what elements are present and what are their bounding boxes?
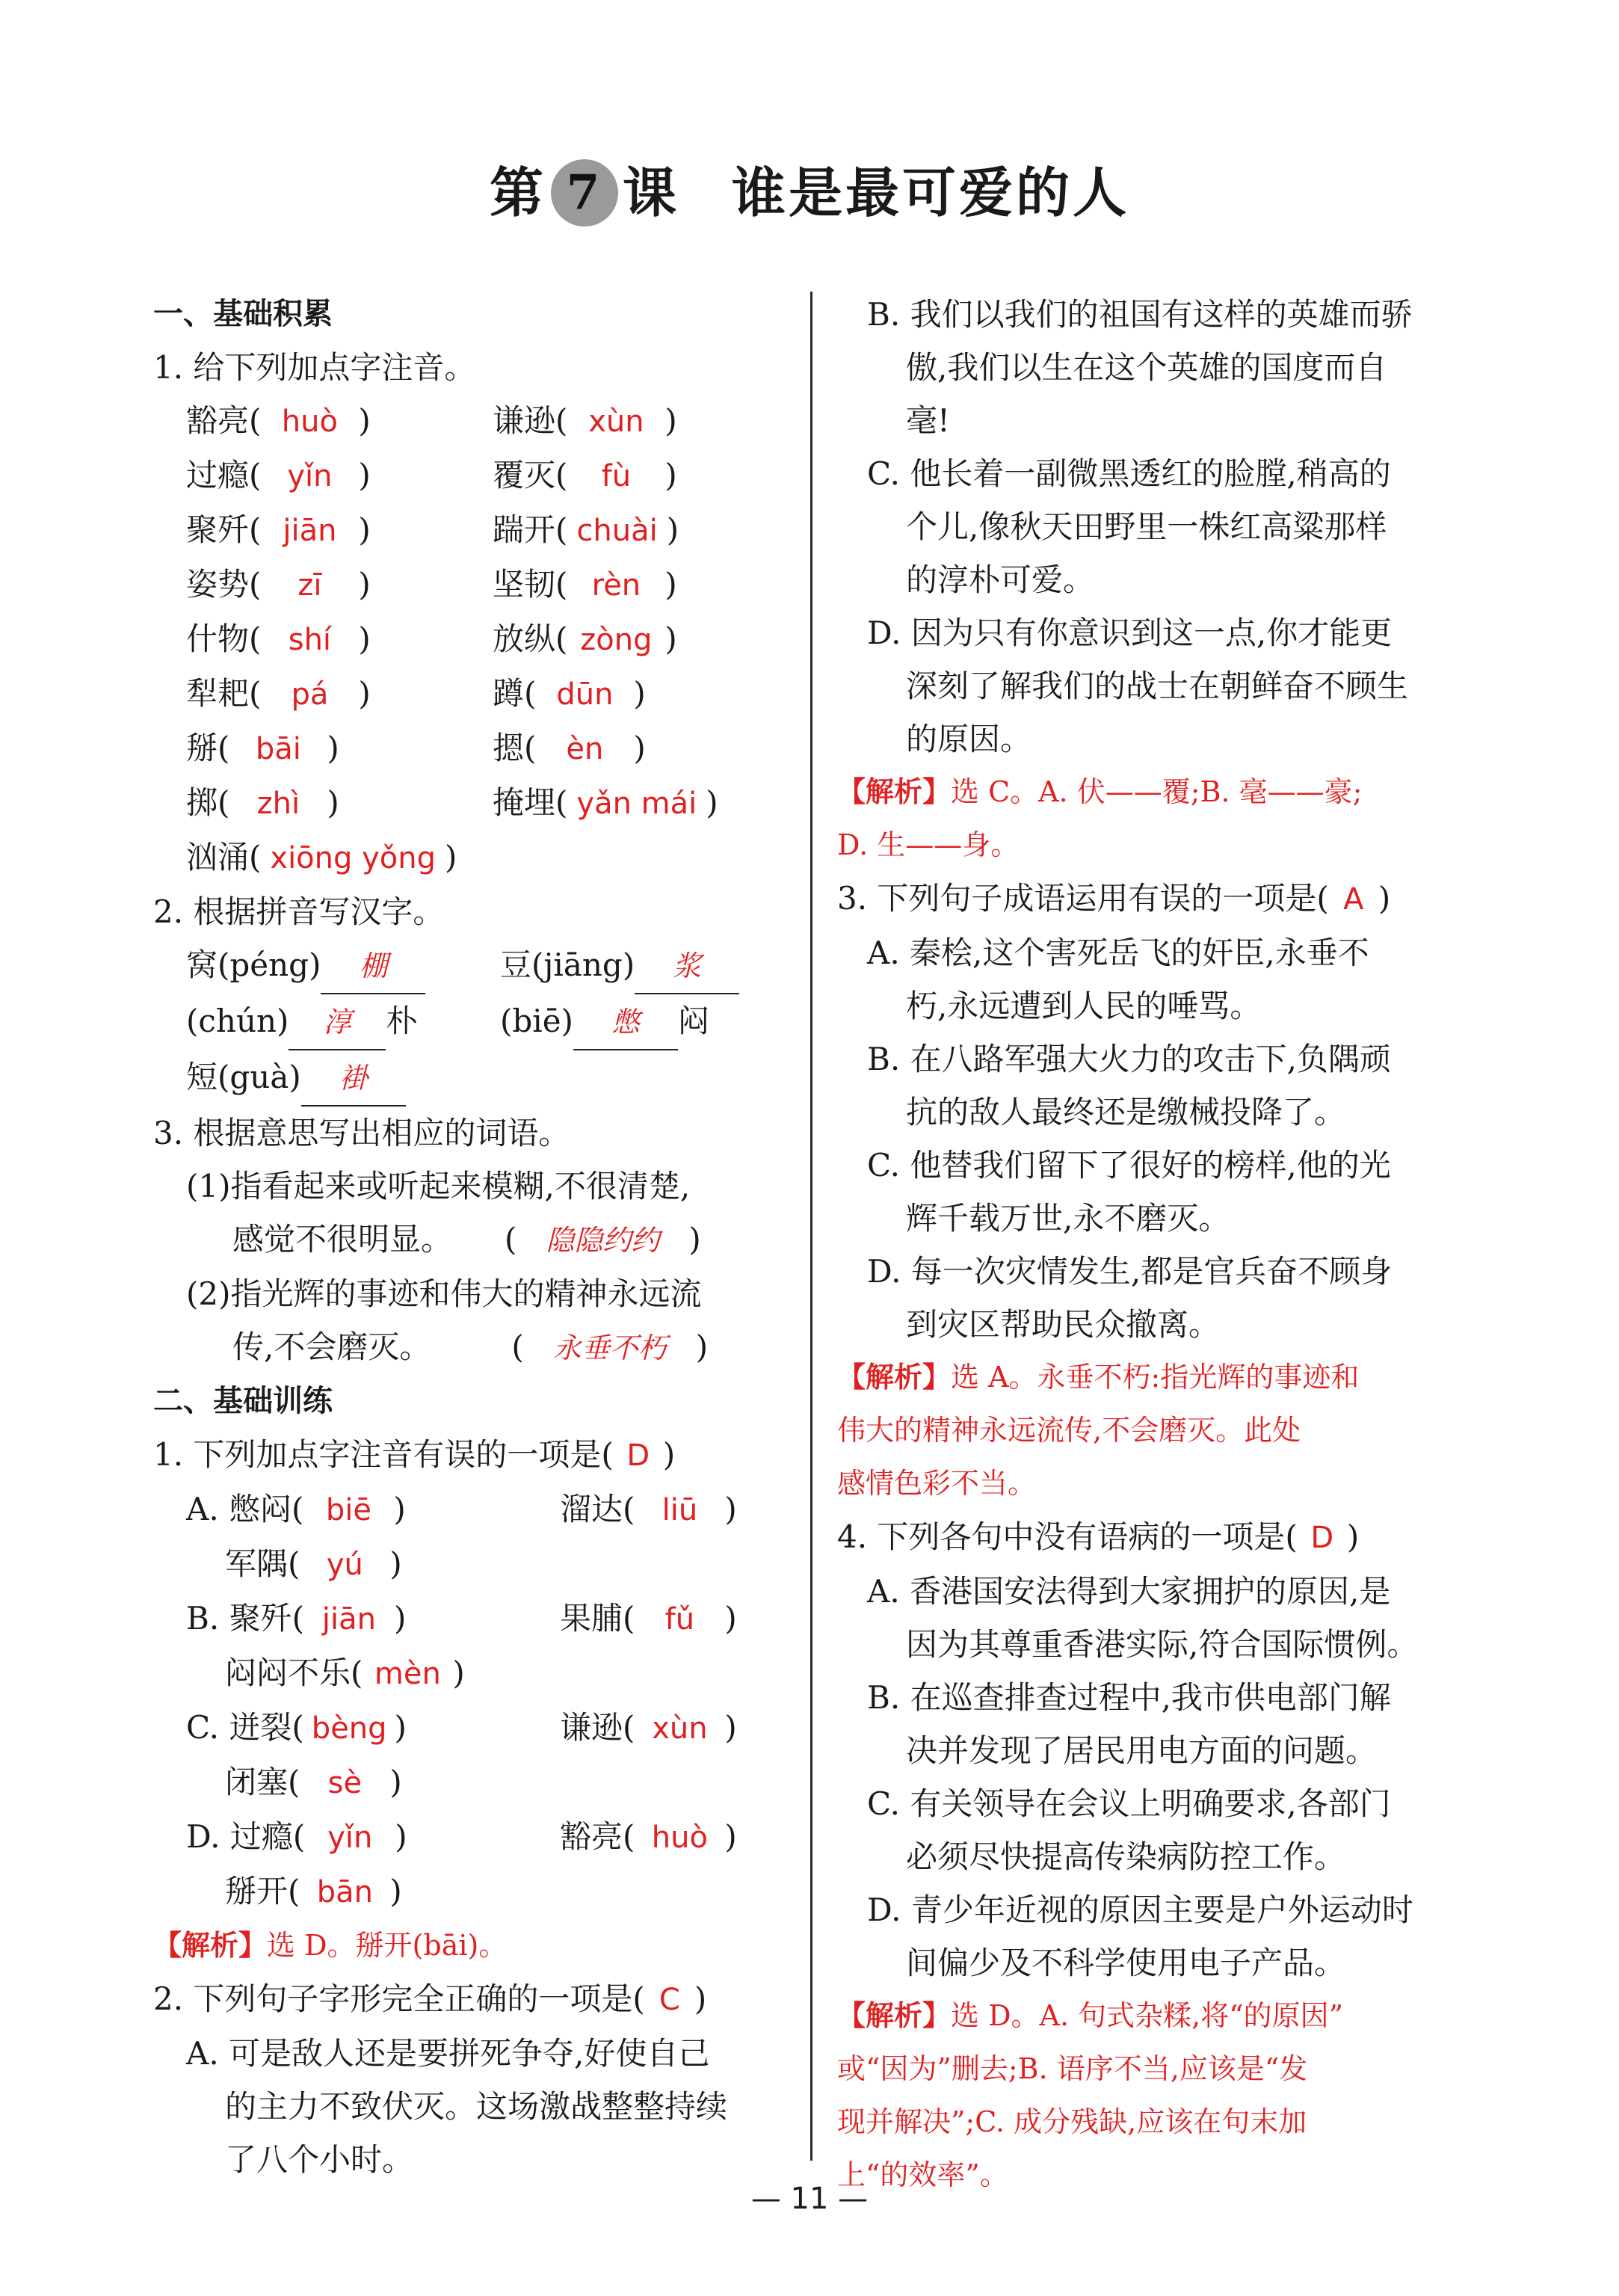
pinyin-word: 踹开( [493, 511, 568, 548]
close-paren: ) [358, 457, 371, 493]
question-stem: 1. 下列加点字注音有误的一项是( [153, 1436, 614, 1473]
analysis [837, 1989, 1472, 2202]
answer-choice: C [659, 1983, 680, 2017]
option-c [867, 1777, 1472, 1883]
close-paren: ) [662, 1436, 676, 1473]
option-row [186, 1592, 796, 1646]
close-paren: ) [393, 1600, 407, 1637]
pinyin-word: 掷( [186, 784, 230, 821]
close-paren: ) [358, 402, 371, 439]
pinyin-word: 谦逊( [493, 402, 568, 439]
option-left [186, 1755, 560, 1810]
close-paren: ) [358, 511, 371, 548]
option-text: B. 在巡查排查过程中,我市供电部门解 [867, 1679, 1391, 1716]
option-text: D. 青少年近视的原因主要是户外运动时 [867, 1892, 1413, 1928]
question-text: 2. 根据拼音写汉字。 [153, 893, 445, 930]
option-pinyin: fǔ [664, 1602, 695, 1637]
option-left [186, 1646, 560, 1701]
pinyin-answer: zòng [580, 623, 653, 657]
option-b [867, 1671, 1472, 1777]
analysis-text: 选 C。A. 伏——覆;B. 毫——豪; [951, 775, 1363, 808]
option-text: 抗的敌人最终还是缴械投降了。 [906, 1094, 1346, 1130]
close-paren: ) [724, 1491, 737, 1527]
option-text: B. 我们以我们的祖国有这样的英雄而骄 [867, 296, 1413, 333]
pinyin-item [186, 449, 493, 503]
close-paren: ) [1378, 880, 1391, 917]
analysis-text: 选 A。永垂不朽:指光辉的事迹和 [951, 1361, 1360, 1394]
option-a [867, 926, 1472, 1032]
write-answer: 棚 [321, 940, 425, 994]
pinyin-row [186, 449, 796, 503]
close-paren: ) [706, 784, 718, 821]
pinyin-row [186, 612, 796, 667]
pinyin-row [186, 558, 796, 612]
option-text: C. 他替我们留下了很好的榜样,他的光 [867, 1147, 1391, 1184]
pinyin-word: 犁耙( [186, 675, 262, 712]
write-suffix: 朴 [386, 1003, 418, 1039]
option-left [186, 1483, 560, 1537]
close-paren: ) [664, 457, 677, 493]
option-b [867, 1032, 1472, 1139]
option-pinyin: yǐn [327, 1821, 373, 1855]
close-paren: ) [327, 784, 339, 821]
q3-item-1: (1)指看起来或听起来模糊,不很清楚, 感觉不很明显。 ( 隐隐约约 ) [153, 1160, 796, 1267]
option-pinyin: jiān [321, 1602, 376, 1637]
page-title [0, 150, 1619, 231]
option-b [867, 288, 1472, 447]
right-column [837, 288, 1472, 2202]
option-word: 闭塞( [225, 1764, 300, 1800]
close-paren: ) [724, 1709, 737, 1746]
option-word: 闷闷不乐( [225, 1655, 363, 1691]
question-text [153, 1428, 796, 1483]
pinyin-word: 覆灭( [493, 457, 568, 493]
pinyin-word: 姿势( [186, 566, 262, 603]
option-pinyin: mèn [374, 1657, 441, 1691]
pinyin-answer: xùn [588, 404, 644, 439]
close-paren: ) [389, 1545, 402, 1582]
option-pinyin: xùn [652, 1711, 708, 1746]
write-prompt: 豆(jiāng) [500, 947, 635, 983]
option-text: B. 在八路军强大火力的攻击下,负隅顽 [867, 1041, 1391, 1077]
write-answer: 浆 [635, 940, 739, 994]
pinyin-word: 聚歼( [186, 511, 262, 548]
section-heading: 一、基础积累 [153, 297, 333, 331]
q3-text: 感觉不很明显。 [232, 1221, 453, 1258]
analysis-text: 感情色彩不当。 [837, 1467, 1037, 1500]
option-c [867, 1139, 1472, 1245]
question-text: 3. 根据意思写出相应的词语。 [153, 1115, 570, 1151]
option-word: 谦逊( [560, 1709, 635, 1746]
q3-text: 传,不会磨灭。 [232, 1329, 431, 1365]
option-word: A. 憋闷( [186, 1491, 304, 1527]
write-prompt: 窝(péng) [186, 947, 321, 983]
pinyin-word: 摁( [493, 730, 537, 766]
pinyin-item [493, 667, 646, 721]
q3-text: (2)指光辉的事迹和伟大的精神永远流 [186, 1275, 702, 1312]
pinyin-word: 坚韧( [493, 566, 568, 603]
option-row [186, 1755, 796, 1810]
analysis [837, 766, 1472, 872]
option-text: 个儿,像秋天田野里一株红高粱那样 [906, 508, 1387, 545]
close-paren: ) [395, 1818, 407, 1855]
option-text: A. 秦桧,这个害死岳飞的奸臣,永垂不 [867, 935, 1369, 971]
analysis-tag: 【解析】 [837, 1361, 952, 1394]
option-d [867, 1883, 1472, 1989]
pinyin-row [186, 831, 796, 885]
question-text: 1. 给下列加点字注音。 [153, 349, 476, 386]
close-paren: ) [724, 1600, 737, 1637]
write-answer: 淳 [289, 996, 386, 1050]
option-text: 到灾区帮助民众撤离。 [906, 1306, 1221, 1343]
pinyin-word: 汹涌( [186, 839, 262, 875]
write-answer: 憋 [573, 996, 678, 1050]
answer-choice: A [1343, 882, 1364, 917]
option-row [186, 1810, 796, 1865]
pinyin-word: 蹲( [493, 675, 537, 712]
option-row [186, 1865, 796, 1919]
close-paren: ) [633, 730, 646, 766]
pinyin-answer: zhì [256, 787, 300, 821]
section-heading: 二、基础训练 [153, 1384, 333, 1418]
pinyin-answer: huò [281, 404, 338, 439]
option-word: B. 聚歼( [186, 1600, 304, 1637]
pinyin-word: 掩埋( [493, 784, 568, 821]
pinyin-item [493, 558, 677, 612]
option-pinyin: yú [326, 1548, 363, 1582]
option-right [560, 1701, 737, 1755]
close-paren: ) [393, 1491, 406, 1527]
pinyin-item [493, 612, 677, 667]
close-paren: ) [394, 1709, 407, 1746]
option-word: D. 过瘾( [186, 1818, 306, 1855]
option-text: A. 可是敌人还是要拼死争夺,好使自己 [186, 2035, 710, 2072]
option-right [560, 1483, 737, 1537]
close-paren: ) [452, 1655, 465, 1691]
option-text: 的淳朴可爱。 [906, 561, 1095, 598]
analysis [837, 1351, 1472, 1510]
q3-text: (1)指看起来或听起来模糊,不很清楚, [186, 1168, 691, 1204]
option-text: D. 因为只有你意识到这一点,你才能更 [867, 615, 1393, 651]
close-paren: ) [358, 675, 371, 712]
pinyin-item [493, 721, 646, 776]
option-a [153, 2027, 796, 2186]
close-paren: ) [389, 1873, 402, 1909]
analysis-text: 现并解决”;C. 成分残缺,应该在句末加 [837, 2105, 1307, 2138]
option-pinyin: bèng [311, 1711, 387, 1746]
option-text: 间偏少及不科学使用电子产品。 [906, 1945, 1346, 1981]
option-right [560, 1810, 737, 1865]
option-left [186, 1701, 560, 1755]
pinyin-grid [153, 394, 796, 885]
pinyin-item [186, 558, 493, 612]
analysis-text: 选 D。A. 句式杂糅,将“的原因” [951, 1999, 1344, 2032]
pinyin-item [186, 667, 493, 721]
close-paren: ) [1346, 1518, 1360, 1555]
analysis-text: 伟大的精神永远流传,不会磨灭。此处 [837, 1414, 1301, 1447]
pinyin-word: 过瘾( [186, 457, 262, 493]
lesson-name: 谁是最可爱的人 [732, 161, 1130, 224]
close-paren: ) [358, 566, 371, 603]
option-text: 的主力不致伏灭。这场激战整整持续 [225, 2088, 728, 2125]
pinyin-answer: rèn [591, 568, 641, 603]
option-text: 辉千载万世,永不磨灭。 [906, 1200, 1230, 1237]
option-row [186, 1483, 796, 1537]
pinyin-row [186, 667, 796, 721]
pinyin-item [186, 721, 493, 776]
analysis-tag: 【解析】 [837, 1999, 952, 2032]
option-row [186, 1646, 796, 1701]
write-answer: 褂 [301, 1052, 406, 1107]
pinyin-item [186, 776, 493, 831]
pinyin-answer: fù [601, 459, 632, 493]
question-stem: 3. 下列句子成语运用有误的一项是( [837, 880, 1329, 917]
close-paren: ) [666, 511, 679, 548]
answer-choice: D [1310, 1521, 1334, 1555]
option-left [186, 1810, 560, 1865]
option-right [560, 1592, 737, 1646]
analysis-tag: 【解析】 [153, 1929, 268, 1962]
q3-answer: 隐隐约约 [546, 1224, 660, 1257]
column-divider [810, 292, 812, 2161]
b1-options [153, 1483, 796, 1919]
option-pinyin: sè [327, 1766, 363, 1800]
pinyin-answer: dūn [556, 677, 614, 712]
write-prompt: (biē) [500, 1003, 573, 1039]
option-word: C. 迸裂( [186, 1709, 304, 1746]
close-paren: ) [664, 402, 677, 439]
pinyin-answer: pá [291, 677, 329, 712]
close-paren: ) [694, 1980, 707, 2017]
write-prompt: 短(guà) [186, 1059, 301, 1095]
pinyin-row [186, 503, 796, 558]
option-text: 深刻了解我们的战士在朝鲜奋不顾生 [906, 668, 1409, 704]
pinyin-word: 豁亮( [186, 402, 262, 439]
pinyin-item [186, 394, 493, 449]
close-paren: ) [358, 621, 371, 657]
option-text: 了八个小时。 [225, 2141, 414, 2178]
pinyin-item [186, 612, 493, 667]
close-paren: ) [445, 839, 457, 875]
answer-choice: D [626, 1438, 650, 1473]
pinyin-row [186, 776, 796, 831]
question-stem: 2. 下列句子字形完全正确的一项是( [153, 1980, 645, 2017]
analysis [153, 1919, 796, 1972]
pinyin-answer: xiōng yǒng [270, 841, 436, 875]
close-paren: ) [389, 1764, 402, 1800]
write-prompt: (chún) [186, 1003, 289, 1039]
option-word: 掰开( [225, 1873, 300, 1909]
question-text [837, 1510, 1472, 1565]
option-text: 必须尽快提高传染病防控工作。 [906, 1838, 1346, 1875]
pinyin-item [493, 394, 677, 449]
pinyin-item [493, 503, 679, 558]
option-text: 朽,永远遭到人民的唾骂。 [906, 988, 1262, 1024]
option-text: 毫! [906, 402, 950, 439]
option-pinyin: huò [651, 1821, 708, 1855]
pinyin-item [493, 776, 718, 831]
option-text: 决并发现了居民用电方面的问题。 [906, 1732, 1378, 1769]
option-a [867, 1565, 1472, 1671]
write-grid [153, 938, 796, 1107]
close-paren: ) [664, 566, 677, 603]
pinyin-word: 什物( [186, 621, 262, 657]
page-number: — 11 — [750, 2182, 869, 2216]
pinyin-answer: zī [297, 568, 322, 603]
q3-answer: 永垂不朽 [552, 1332, 667, 1364]
pinyin-word: 放纵( [493, 621, 568, 657]
pinyin-answer: èn [566, 732, 604, 766]
pinyin-answer: yǎn mái [576, 787, 697, 821]
pinyin-item [186, 503, 493, 558]
close-paren: ) [724, 1818, 737, 1855]
option-left [186, 1537, 560, 1592]
q3-item-2: (2)指光辉的事迹和伟大的精神永远流 传,不会磨灭。 ( 永垂不朽 ) [153, 1267, 796, 1375]
pinyin-row [186, 721, 796, 776]
pinyin-answer: jiān [283, 514, 337, 548]
analysis-text: 上“的效率”。 [837, 2158, 1008, 2191]
option-text: 的原因。 [906, 721, 1032, 757]
option-d [867, 606, 1472, 766]
option-pinyin: bān [316, 1875, 374, 1909]
close-paren: ) [664, 621, 677, 657]
option-row [186, 1537, 796, 1592]
question-stem: 4. 下列各句中没有语病的一项是( [837, 1518, 1298, 1555]
option-text: D. 每一次灾情发生,都是官兵奋不顾身 [867, 1253, 1393, 1290]
option-left [186, 1592, 560, 1646]
pinyin-answer: chuài [576, 514, 658, 548]
title-prefix: 第 [489, 161, 546, 224]
pinyin-item [186, 831, 493, 885]
option-text: 傲,我们以生在这个英雄的国度而自 [906, 349, 1387, 386]
option-text: C. 有关领导在会议上明确要求,各部门 [867, 1785, 1391, 1822]
option-pinyin: liū [662, 1493, 698, 1527]
option-text: C. 他长着一副微黑透红的脸膛,稍高的 [867, 455, 1391, 492]
analysis-tag: 【解析】 [837, 775, 952, 808]
option-pinyin: biē [325, 1493, 371, 1527]
pinyin-answer: yǐn [287, 459, 333, 493]
pinyin-word: 掰( [186, 730, 230, 766]
analysis-text: 或“因为”删去;B. 语序不当,应该是“发 [837, 2052, 1308, 2085]
close-paren: ) [633, 675, 646, 712]
analysis-text: 选 D。掰开(bāi)。 [267, 1929, 508, 1962]
option-text: A. 香港国安法得到大家拥护的原因,是 [867, 1573, 1391, 1610]
title-suffix: 课 [622, 161, 679, 224]
option-row [186, 1701, 796, 1755]
pinyin-answer: shí [288, 623, 332, 657]
option-d [867, 1245, 1472, 1351]
pinyin-item [493, 449, 677, 503]
option-word: 豁亮( [560, 1818, 635, 1855]
write-suffix: 闷 [677, 1003, 709, 1039]
close-paren: ) [327, 730, 339, 766]
pinyin-row [186, 394, 796, 449]
question-text [837, 872, 1472, 926]
option-word: 军隅( [225, 1545, 300, 1582]
option-word: 果脯( [560, 1600, 635, 1637]
option-left [186, 1865, 560, 1919]
question-text [153, 1972, 796, 2027]
pinyin-answer: bāi [255, 732, 301, 766]
left-column [153, 288, 796, 2186]
option-text: 因为其尊重香港实际,符合国际惯例。 [906, 1626, 1419, 1663]
lesson-number-badge: 7 [551, 159, 618, 227]
option-c [867, 447, 1472, 606]
option-word: 溜达( [560, 1491, 635, 1527]
analysis-text: D. 生——身。 [837, 828, 1020, 861]
